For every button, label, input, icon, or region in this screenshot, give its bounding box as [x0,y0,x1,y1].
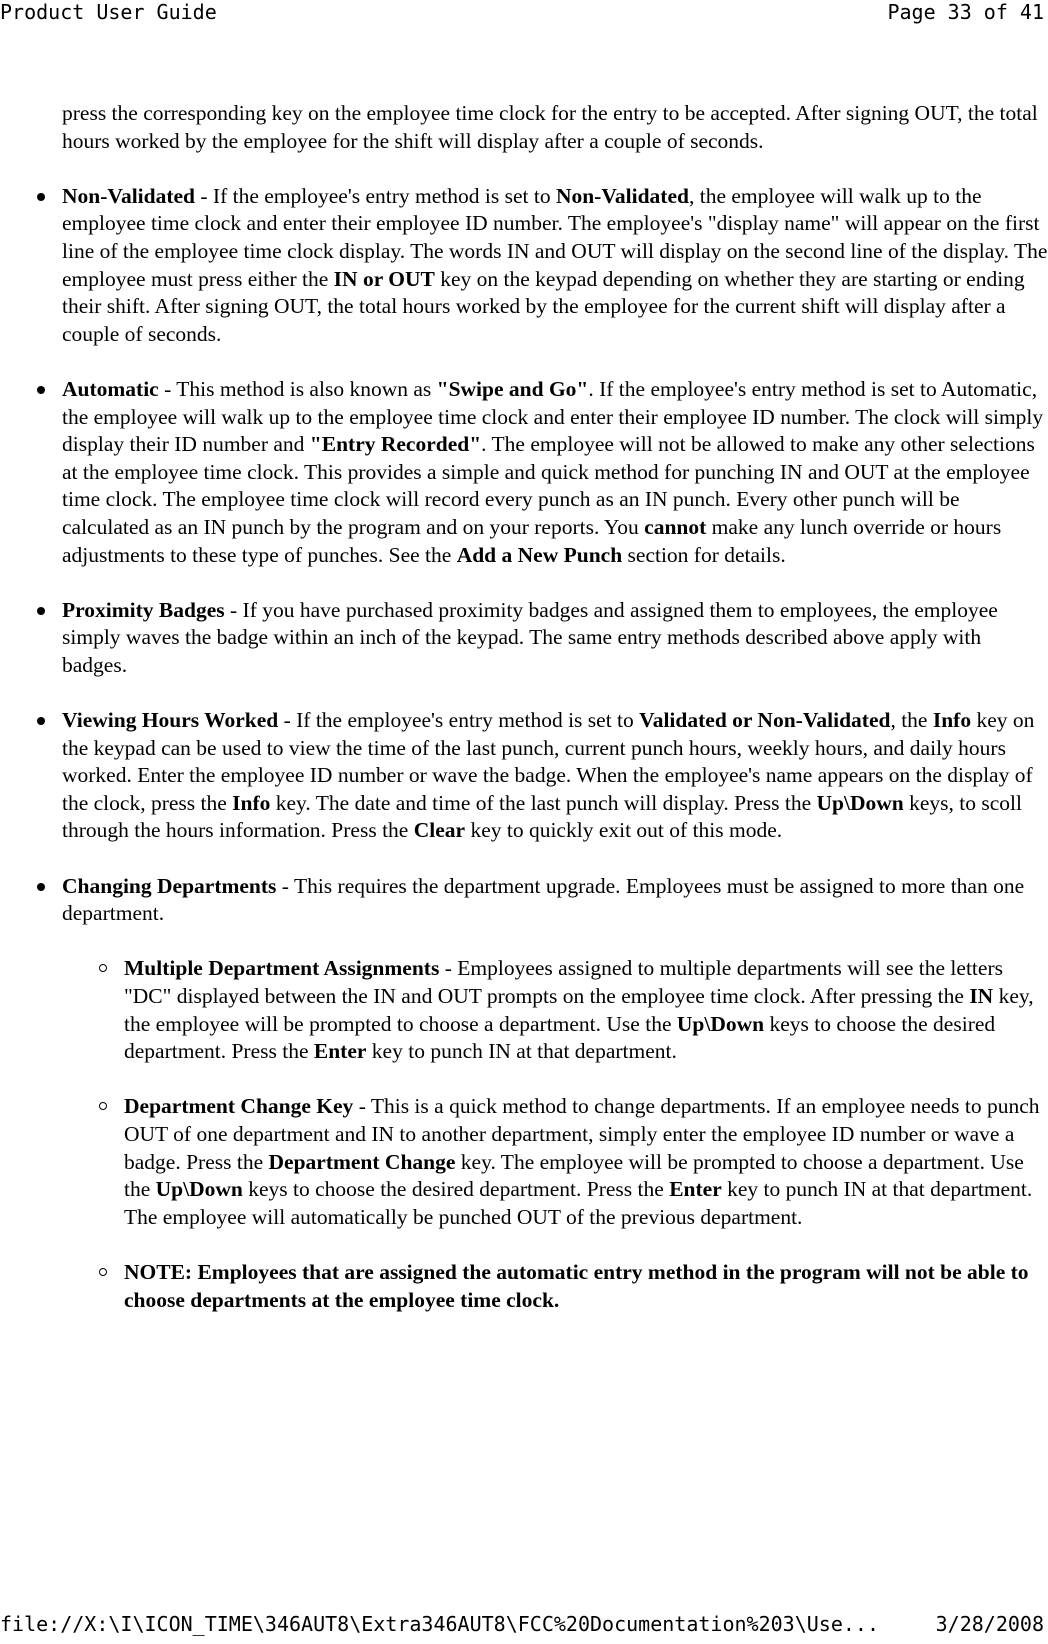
list-item-viewing-hours: Viewing Hours Worked - If the employee's entry method is set to Validated or Non-Validated, the Info key on the keypad can be used to view the time of the last punch, current punch hours, weekly hours, and daily hours worked. Enter the employee ID number or wave the badge. When the employee's name appears on the display of the clock, press the Info key. The date and time of the last punch will display. Press the Up\Down keys, to scoll through the hours information. Press the Clear key to quickly exit out of this mode. [62,707,1048,845]
bullet-icon [37,607,45,615]
list-item-non-validated: Non-Validated - If the employee's entry method is set to Non-Validated, the employee will walk up to the employee time clock and enter their employee ID number. The employee's "display name" will appear on the first line of the employee time clock display. The words IN and OUT will display on the second line of the display. The employee must press either the IN or OUT key on the keypad depending on whether they are starting or ending their shift. After signing OUT, the total hours worked by the employee for the current shift will display after a couple of seconds. [62,183,1048,349]
footer-date: 3/28/2008 [935,1612,1044,1636]
circle-bullet-icon [99,1102,107,1110]
footer-file-path: file://X:\I\ICON_TIME\346AUT8\Extra346AUT8\FCC%20Documentation%203\Use... [0,1612,879,1636]
list-item-automatic: Automatic - This method is also known as "Swipe and Go". If the employee's entry method is set to Automatic, the employee will walk up to the employee time clock and enter their employee ID number. The clock will simply display their ID number and "Entry Recorded". The employee will not be allowed to make any other selections at the employee time clock. This provides a simple and quick method for punching IN and OUT at the employee time clock. The employee time clock will record every punch as an IN punch. Every other punch will be calculated as an IN punch by the program and on your reports. You cannot make any lunch override or hours adjustments to these type of punches. See the Add a New Punch section for details. [62,376,1048,569]
sublist-item-department-change-key: Department Change Key - This is a quick method to change departments. If an employee needs to punch OUT of one department and IN to another department, simply enter the employee ID number or wave a badge. Press the Department Change key. The employee will be prompted to choose a department. Use the Up\Down keys to choose the desired department. Press the Enter key to punch IN at that department. The employee will automatically be punched OUT of the previous department. [124,1093,1048,1231]
document-body [0,100,1048,1314]
term-department-change-key: Department Change Key [124,1094,354,1119]
sublist-item-note [124,1259,1048,1314]
header-title: Product User Guide [0,0,217,24]
term-viewing-hours: Viewing Hours Worked [62,708,279,733]
term-multiple-assignments: Multiple Department Assignments [124,956,440,981]
list-item-changing-departments: Changing Departments - This requires the department upgrade. Employees must be assigned to more than one department. [62,873,1048,928]
list-item-proximity-badges: Proximity Badges - If you have purchased proximity badges and assigned them to employees, the employee simply waves the badge within an inch of the keypad. The same entry methods described above apply with badges. [62,597,1048,680]
term-changing-departments: Changing Departments [62,873,277,898]
note-text: NOTE: Employees that are assigned the automatic entry method in the program will not be able to choose departments at the employee time clock. [124,1259,1029,1312]
bullet-icon [37,883,45,891]
sublist-item-multiple-assignments: Multiple Department Assignments - Employees assigned to multiple departments will see the letters "DC" displayed between the IN and OUT prompts on the employee time clock. After pressing the IN key, the employee will be prompted to choose a department. Use the Up\Down keys to choose the desired department. Press the Enter key to punch IN at that department. [124,955,1048,1065]
term-proximity-badges: Proximity Badges [62,597,225,622]
term-automatic: Automatic [62,376,159,401]
circle-bullet-icon [99,1268,107,1276]
circle-bullet-icon [99,964,107,972]
term-non-validated: Non-Validated [62,183,196,208]
bullet-icon [37,193,45,201]
bullet-icon [37,717,45,725]
bullet-icon [37,386,45,394]
entry-method-list [0,183,1048,928]
department-sublist [0,955,1048,1314]
intro-paragraph: press the corresponding key on the employee time clock for the entry to be accepted. After signing OUT, the total hours worked by the employee for the shift will display after a couple of seconds. [62,101,1038,153]
header-page-number: Page 33 of 41 [887,0,1044,24]
